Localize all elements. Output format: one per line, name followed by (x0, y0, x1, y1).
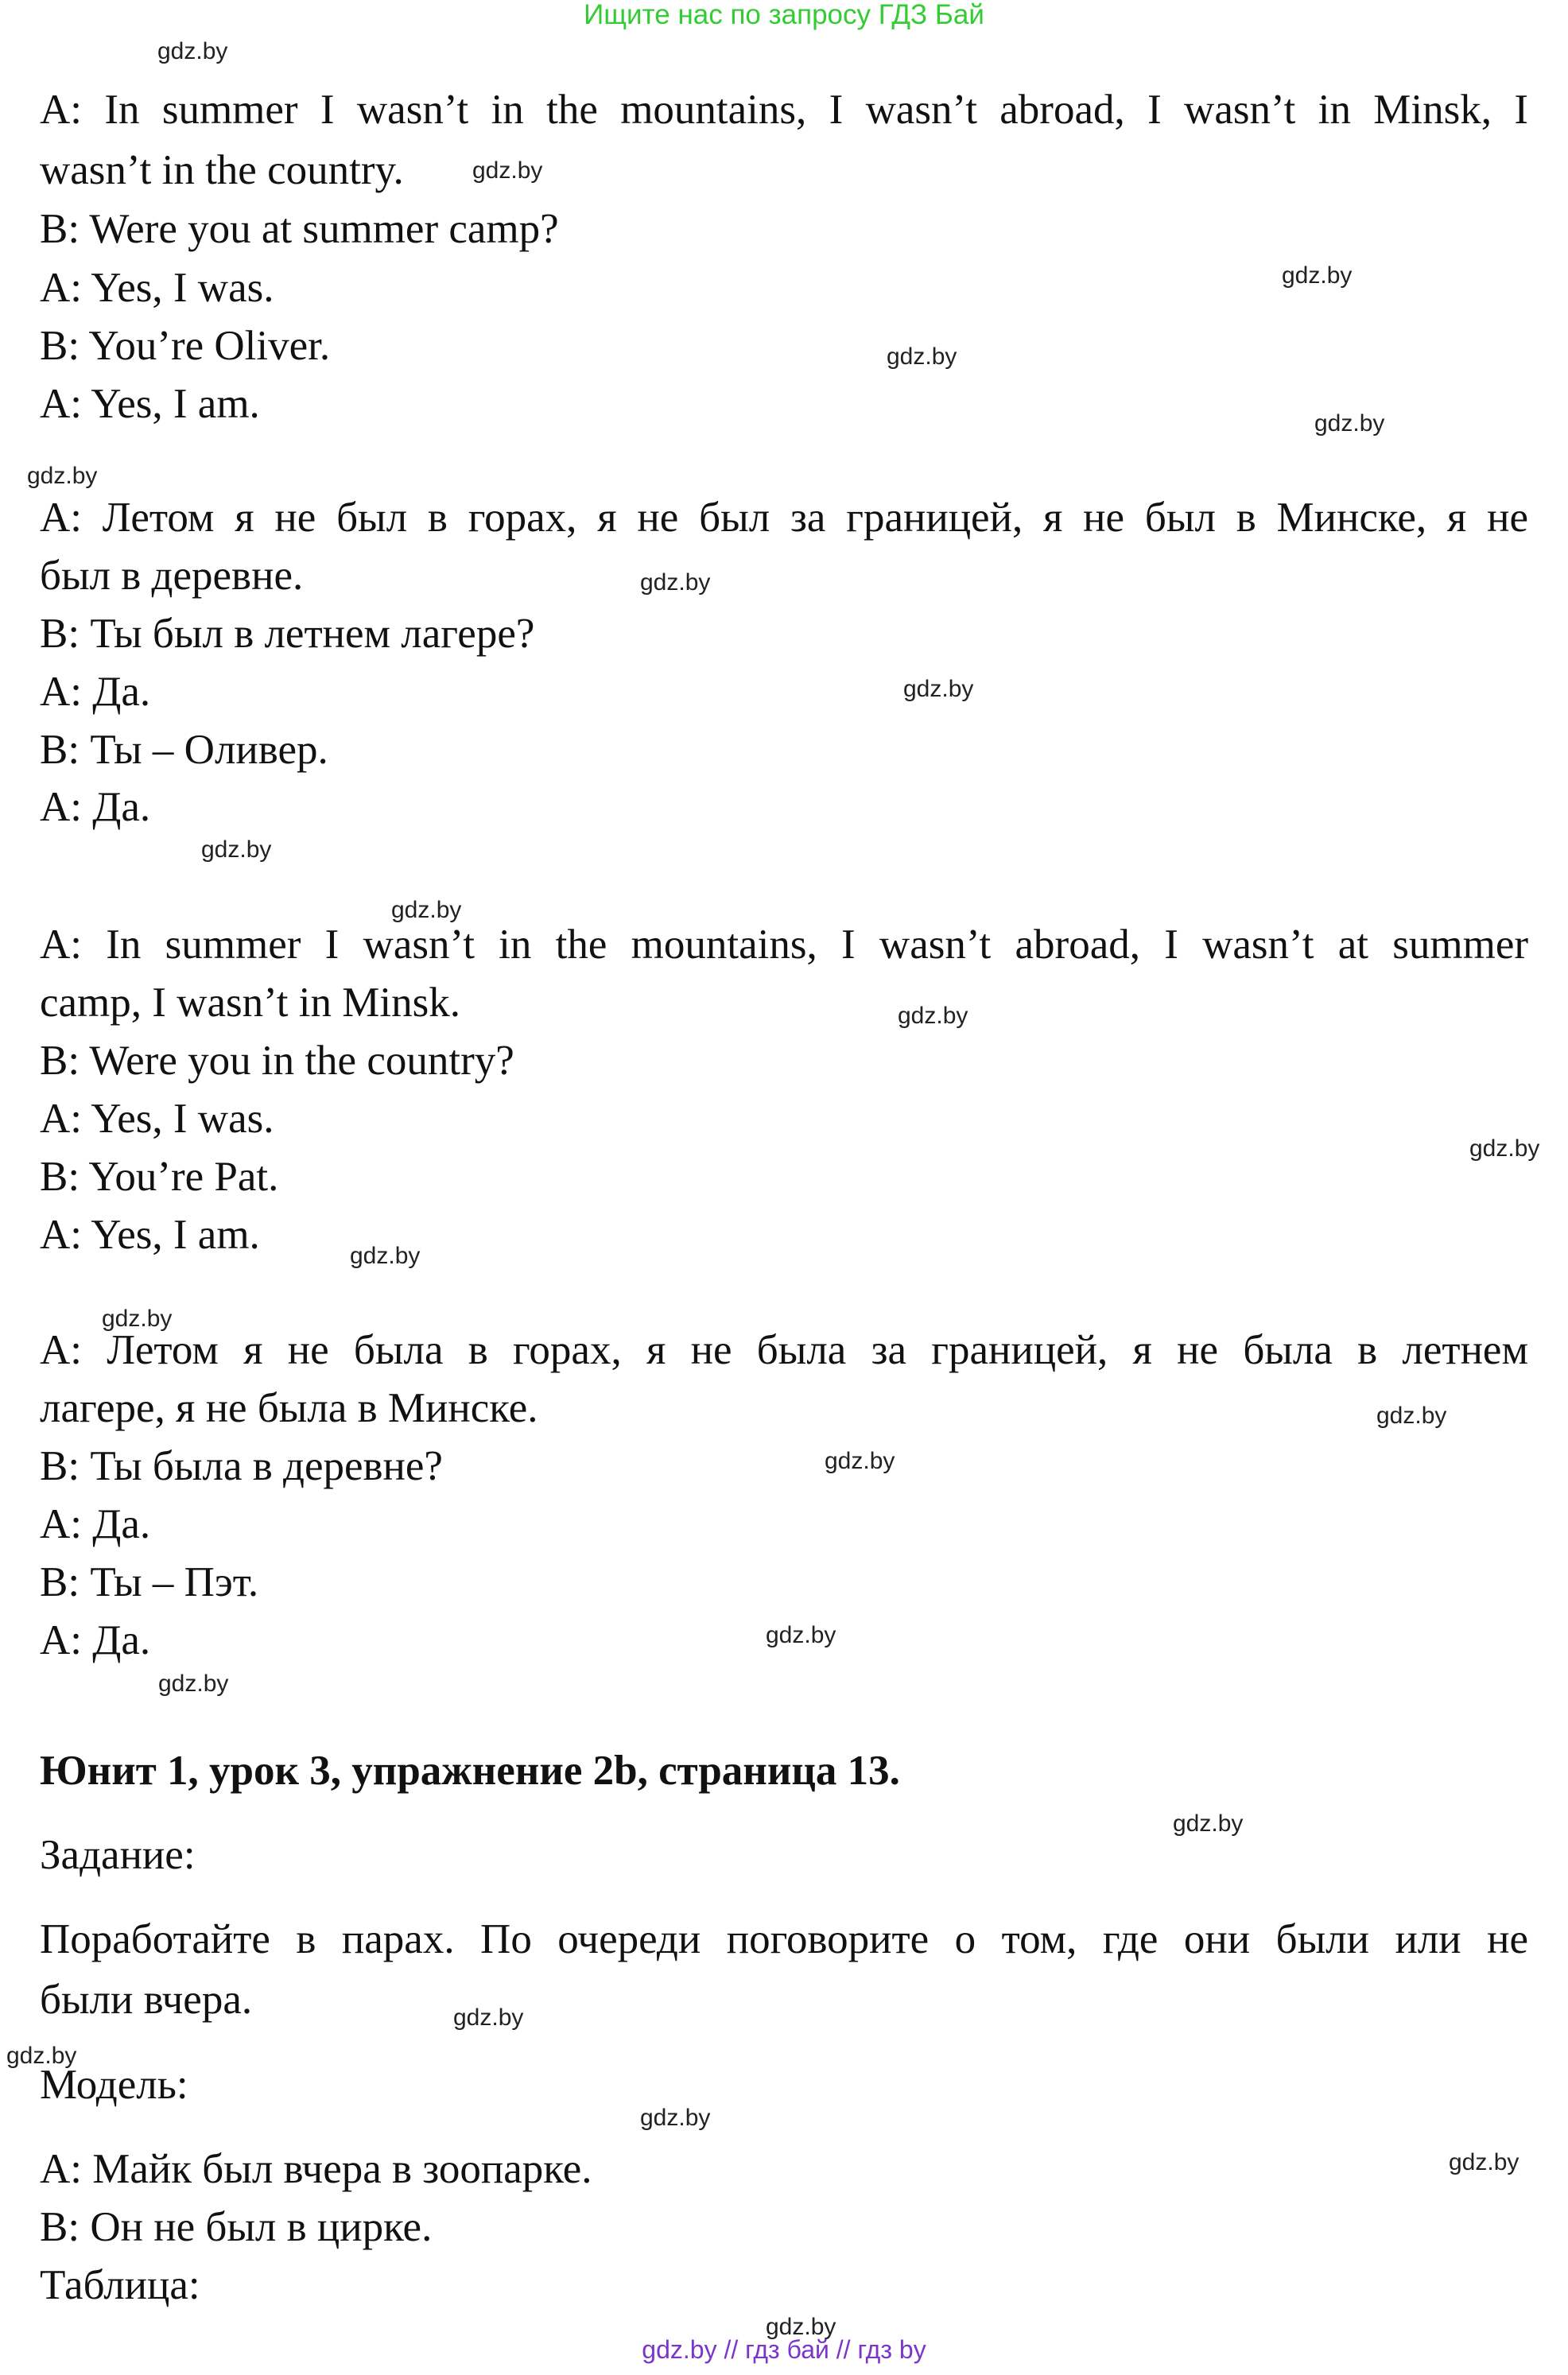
watermark: gdz.by (1376, 1403, 1447, 1429)
dialog2-ru-line-1: А: Летом я не была в горах, я не была за границей, я не была в летнем (40, 1327, 1528, 1373)
dialog1-line-5: B: You’re Oliver. (40, 323, 331, 369)
dialog2-line-5: B: You’re Pat. (40, 1154, 279, 1200)
dialog1-ru-line-4: А: Да. (40, 669, 151, 715)
dialog1-ru-line-2: был в деревне. (40, 553, 304, 599)
dialog1-line-2: wasn’t in the country. (40, 147, 404, 193)
watermark: gdz.by (640, 569, 711, 596)
watermark: gdz.by (453, 2004, 524, 2031)
dialog2-ru-line-5: В: Ты – Пэт. (40, 1559, 259, 1605)
watermark: gdz.by (1449, 2149, 1519, 2175)
watermark: gdz.by (391, 897, 462, 923)
dialog1-line-3: B: Were you at summer camp? (40, 206, 559, 252)
dialog1-line-4: A: Yes, I was. (40, 265, 274, 311)
model-line-2: В: Он не был в цирке. (40, 2204, 433, 2250)
watermark: gdz.by (472, 157, 543, 184)
watermark: gdz.by (898, 1003, 968, 1029)
dialog2-ru-line-3: В: Ты была в деревне? (40, 1443, 443, 1489)
watermark: gdz.by (825, 1448, 895, 1474)
dialog2-ru-line-4: А: Да. (40, 1501, 151, 1547)
task-label: Задание: (40, 1832, 196, 1878)
watermark: gdz.by (766, 2314, 836, 2340)
watermark: gdz.by (903, 676, 974, 702)
watermark: gdz.by (1282, 262, 1353, 289)
watermark: gdz.by (350, 1243, 421, 1269)
watermark: gdz.by (1469, 1135, 1540, 1162)
watermark: gdz.by (27, 463, 98, 489)
watermark: gdz.by (1314, 410, 1385, 437)
dialog2-line-3: B: Were you in the country? (40, 1038, 514, 1084)
dialog1-line-6: A: Yes, I am. (40, 381, 260, 427)
watermark: gdz.by (201, 836, 272, 863)
model-label: Модель: (40, 2062, 188, 2108)
footer-banner: gdz.by // гдз бай // гдз by (642, 2335, 926, 2364)
dialog1-line-1: A: In summer I wasn’t in the mountains, I wasn’t abroad, I wasn’t in Minsk, I (40, 87, 1528, 133)
dialog2-ru-line-6: А: Да. (40, 1617, 151, 1663)
dialog2-line-4: A: Yes, I was. (40, 1096, 274, 1142)
watermark: gdz.by (158, 1671, 229, 1697)
task-text-line-1: Поработайте в парах. По очереди поговорите о том, где они были или не (40, 1916, 1528, 1962)
dialog2-line-1: A: In summer I wasn’t in the mountains, I wasn’t abroad, I wasn’t at summer (40, 922, 1528, 968)
watermark: gdz.by (157, 38, 228, 64)
model-line-1: А: Майк был вчера в зоопарке. (40, 2146, 592, 2192)
dialog1-ru-line-6: А: Да. (40, 784, 151, 830)
watermark: gdz.by (1173, 1810, 1244, 1837)
dialog1-ru-line-5: В: Ты – Оливер. (40, 727, 328, 773)
watermark: gdz.by (6, 2043, 77, 2069)
exercise-heading: Юнит 1, урок 3, упражнение 2b, страница 13. (40, 1748, 900, 1794)
watermark: gdz.by (102, 1306, 173, 1332)
table-label: Таблица: (40, 2262, 200, 2308)
dialog2-line-6: A: Yes, I am. (40, 1212, 260, 1258)
dialog1-ru-line-3: В: Ты был в летнем лагере? (40, 611, 535, 657)
header-banner: Ищите нас по запросу ГДЗ Бай (584, 0, 984, 30)
watermark: gdz.by (766, 1622, 836, 1648)
task-text-line-2: были вчера. (40, 1977, 253, 2023)
dialog1-ru-line-1: А: Летом я не был в горах, я не был за границей, я не был в Минске, я не (40, 495, 1528, 541)
watermark: gdz.by (887, 343, 957, 370)
watermark: gdz.by (640, 2105, 711, 2131)
dialog2-ru-line-2: лагере, я не была в Минске. (40, 1385, 538, 1431)
dialog2-line-2: camp, I wasn’t in Minsk. (40, 980, 460, 1026)
